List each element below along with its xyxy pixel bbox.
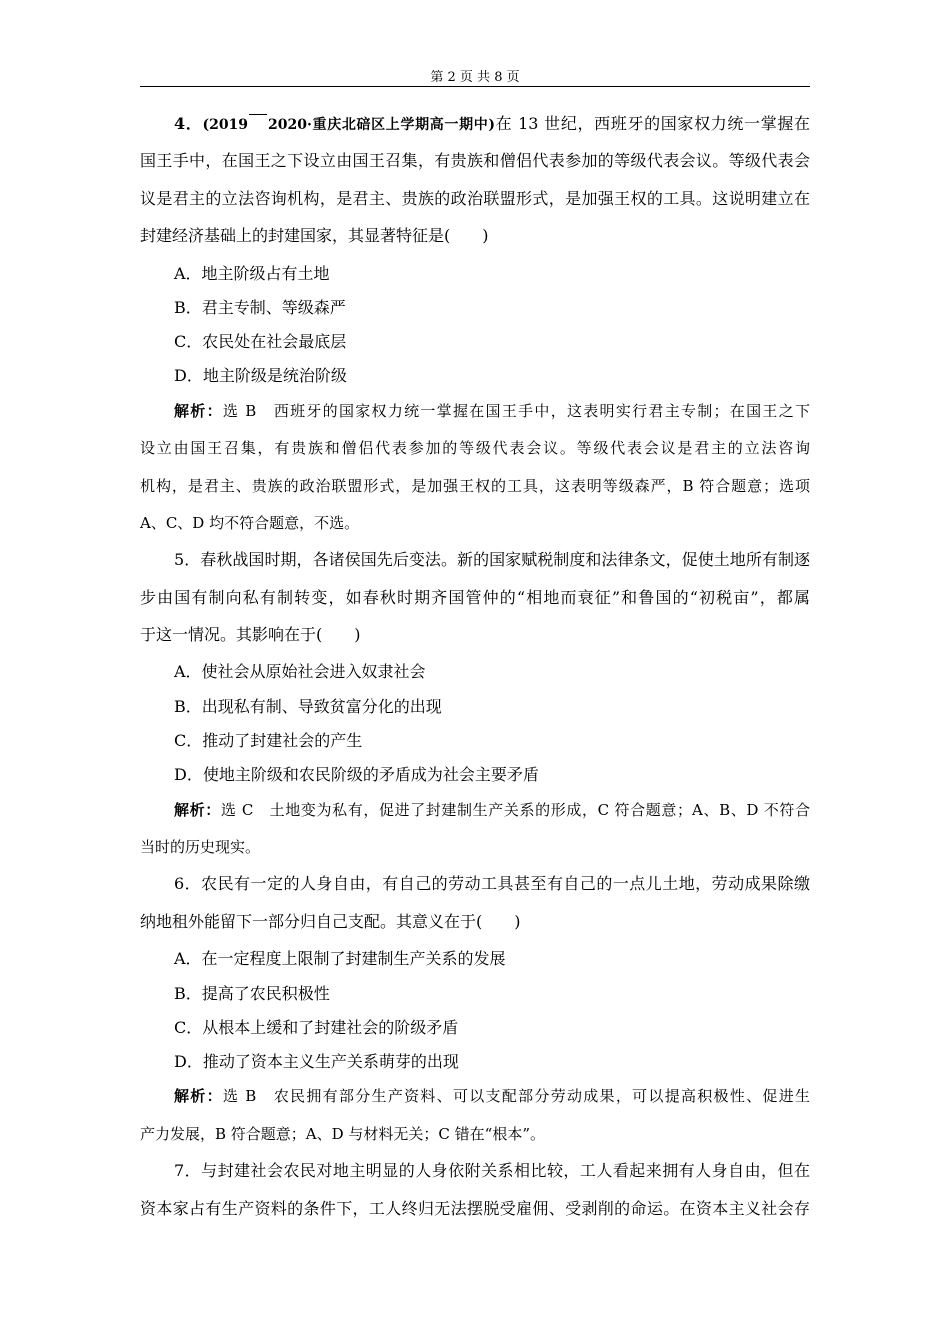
option-b: B．提高了农民积极性 [174,983,330,1003]
question-stem-line: 6．农民有一定的人身自由，有自己的劳动工具甚至有自己的一点儿土地，劳动成果除缴 [174,874,810,894]
analysis-line: 机构，是君主、贵族的政治联盟形式，是加强王权的工具，这表明等级森严，B 符合题意；选项 [140,476,810,495]
question-stem-line: 步由国有制向私有制转变，如春秋时期齐国管仲的“相地而衰征”和鲁国的“初税亩”，都属 [140,587,810,607]
analysis-label: 解析： [174,401,223,420]
analysis-line: 解析：选 C 土地变为私有，促进了封建制生产关系的形成，C 符合题意；A、B、D 不符合 [174,800,810,819]
question-source: (2019 2020·重庆北碚区上学期高一期中) [202,117,495,133]
question-stem-line: 纳地租外能留下一部分归自己支配。其意义在于( ) [140,911,521,931]
analysis-line: 解析：选 B 农民拥有部分生产资料、可以支配部分劳动成果，可以提高积极性、促进生 [174,1087,810,1106]
question-6 [140,874,810,1161]
option-c: C．农民处在社会最底层 [174,332,347,352]
question-number: 4． [174,114,203,133]
question-stem-line: 7．与封建社会农民对地主明显的人身依附关系相比较，工人看起来拥有人身自由，但在 [174,1161,810,1181]
question-stem-line: 4．(2019 2020·重庆北碚区上学期高一期中)在 13 世纪，西班牙的国家权力统一掌握在 [174,114,810,133]
option-a: A．使社会从原始社会进入奴隶社会 [174,662,426,682]
question-stem-line: 于这一情况。其影响在于( ) [140,625,361,645]
question-4 [140,114,810,550]
question-stem-line: 国王手中，在国王之下设立由国王召集，有贵族和僧侣代表参加的等级代表会议。等级代表会 [140,151,810,171]
option-b: B．出现私有制、导致贫富分化的出现 [174,696,442,716]
option-c: C．从根本上缓和了封建社会的阶级矛盾 [174,1017,459,1037]
question-stem-line: 5．春秋战国时期，各诸侯国先后变法。新的国家赋税制度和法律条文，促使土地所有制逐 [174,550,810,570]
analysis-line: 产力发展，B 符合题意；A、D 与材料无关；C 错在“根本”。 [140,1124,546,1143]
question-stem-line: 封建经济基础上的封建国家，其显著特征是( ) [140,226,489,246]
page-content [140,114,810,1236]
analysis-line: 当时的历史现实。 [140,838,261,857]
option-d: D．推动了资本主义生产关系萌芽的出现 [174,1052,459,1072]
option-c: C．推动了封建社会的产生 [174,731,363,751]
analysis-label: 解析： [174,1087,223,1106]
question-stem-line: 资本家占有生产资料的条件下，工人终归无法摆脱受雇佣、受剥削的命运。在资本主义社会存 [140,1198,810,1218]
page-header: 第 2 页 共 8 页 [430,70,520,85]
header-divider [140,86,810,87]
option-d: D．使地主阶级和农民阶级的矛盾成为社会主要矛盾 [174,765,539,785]
question-stem-line: 议是君主的立法咨询机构，是君主、贵族的政治联盟形式，是加强王权的工具。这说明建立在 [140,188,810,208]
option-a: A．地主阶级占有土地 [174,263,330,283]
option-a: A．在一定程度上限制了封建制生产关系的发展 [174,949,506,969]
option-d: D．地主阶级是统治阶级 [174,366,347,386]
analysis-line: 设立由国王召集，有贵族和僧侣代表参加的等级代表会议。等级代表会议是君主的立法咨询 [140,439,810,458]
question-5 [140,550,810,874]
analysis-line: A、C、D 均不符合题意，不选。 [140,513,360,532]
question-7 [140,1161,810,1236]
analysis-line: 解析：选 B 西班牙的国家权力统一掌握在国王手中，这表明实行君主专制；在国王之下 [174,401,810,420]
option-b: B．君主专制、等级森严 [174,297,346,317]
analysis-label: 解析： [174,800,221,819]
